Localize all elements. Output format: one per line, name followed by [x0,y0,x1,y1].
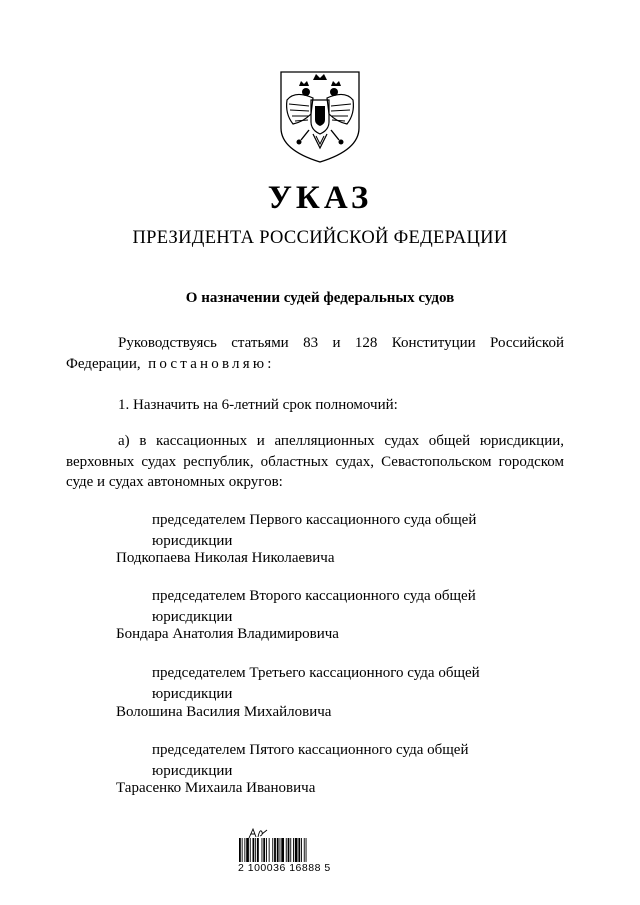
appointee-name: Волошина Василия Михайловича [116,704,332,720]
item-a: а) в кассационных и апелляционных судах общей юрисдикции, верховных судах республик, областных судах, Севастопольском городском суде и судах автономных округов: [66,433,564,490]
appointee-name: Подкопаева Николая Николаевича [116,550,335,566]
appointment-post-line-2: юрисдикции [152,532,233,549]
appointment-post-line-2: юрисдикции [152,608,233,625]
decree-topic: О назначении судей федеральных судов [185,290,455,306]
decree-word: постановляю: [148,355,275,372]
appointee-name: Бондара Анатолия Владимировича [116,626,339,642]
appointment-post-line-2: юрисдикции [152,685,233,702]
appointment-post-line-1: председателем Третьего кассационного суда общей [152,665,480,681]
appointment-post-line-1: председателем Второго кассационного суда общей [152,588,476,604]
preamble-line-2 [66,354,564,375]
appointment-post-line-1: председателем Пятого кассационного суда общей [152,742,469,758]
appointment-post-line-2: юрисдикции [152,762,233,779]
coat-of-arms-icon [273,66,367,166]
appointment-post-line-1: председателем Первого кассационного суда общей [152,512,477,528]
document-subtitle: ПРЕЗИДЕНТА РОССИЙСКОЙ ФЕДЕРАЦИИ [132,228,508,248]
appointment-post [152,586,564,627]
item-1: 1. Назначить на 6-летний срок полномочий: [118,397,398,413]
barcode-number: 2 100036 16888 5 [238,862,331,874]
preamble [66,333,564,374]
appointment-post [152,740,564,781]
appointee-name: Тарасенко Михаила Ивановича [116,780,316,796]
appointment-post [152,663,564,704]
document-title: УКАЗ [267,180,373,216]
appointment-post [152,510,564,551]
preamble-line-1: Руководствуясь статьями 83 и 128 Конституции Российской [118,335,564,351]
preamble-line-2-start: Федерации, [66,355,141,372]
